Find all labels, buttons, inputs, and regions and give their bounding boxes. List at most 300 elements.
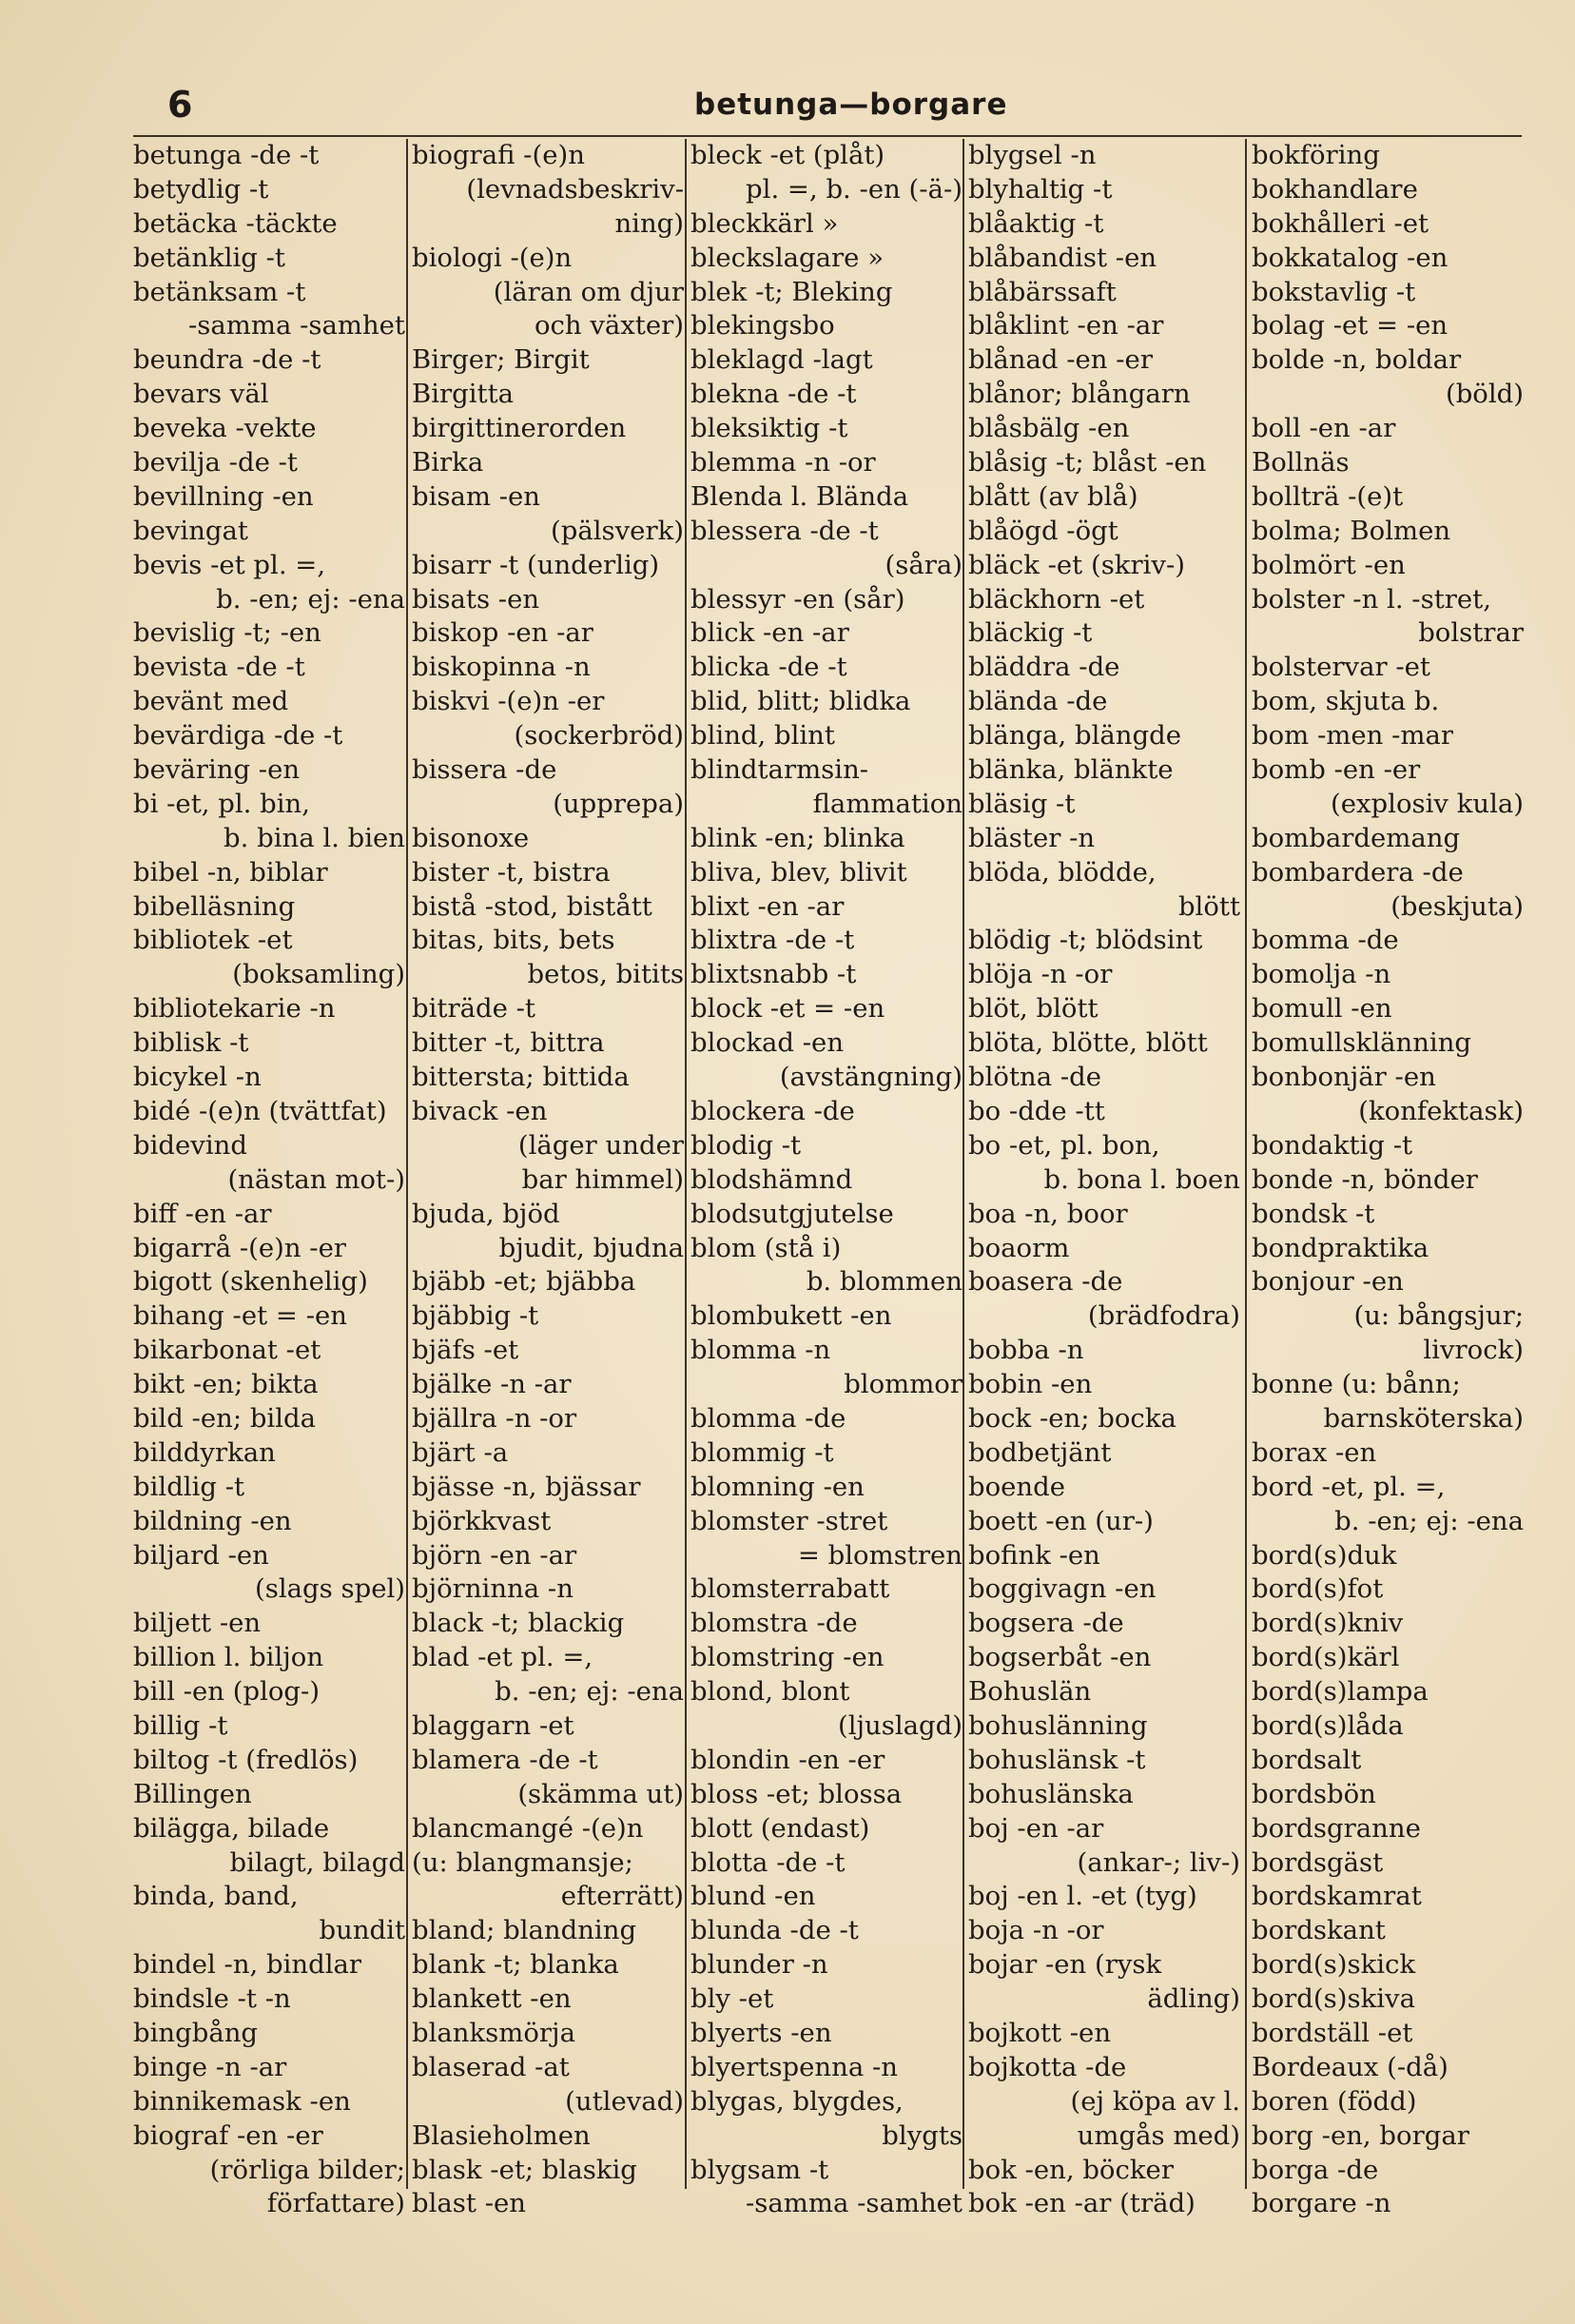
dictionary-entry-line: biljett -en [133,1608,262,1639]
dictionary-entry-line: bomull -en [1252,993,1392,1025]
dictionary-entry-line: betunga -de -t [133,140,320,170]
dictionary-entry-line: blancmangé -(e)n [412,1812,644,1844]
dictionary-entry-line: blom (stå i) [690,1232,842,1263]
dictionary-entry-line: bidevind [133,1129,247,1161]
dictionary-entry-line: blöta, blötte, blött [968,1027,1208,1059]
dictionary-entry-line: bord(s)kärl [1252,1642,1400,1673]
dictionary-entry-line: bogsera -de [968,1608,1124,1639]
dictionary-entry-line: blåögd -ögt [968,515,1118,546]
dictionary-entry-line: (sockerbröd) [514,720,684,752]
dictionary-entry-line: bevilja -de -t [133,447,298,478]
dictionary-entry-line: blekna -de -t [690,379,857,410]
dictionary-entry-line: bibliotekarie -n [133,993,336,1025]
dictionary-entry-line: bildning -en [133,1505,292,1536]
dictionary-entry-line: bofink -en [968,1539,1100,1571]
dictionary-entry-line: blåsbälg -en [968,413,1130,444]
dictionary-entry-line: bilagt, bilagd [229,1846,405,1878]
dictionary-entry-line: blunda -de -t [690,1915,859,1946]
dictionary-entry-line: bombardera -de [1252,856,1464,888]
dictionary-entry-line: blöt, blött [968,993,1099,1025]
dictionary-entry-line: flammation [812,788,962,819]
dictionary-entry-line: blixtsnabb -t [690,959,857,990]
dictionary-entry-line: blott (endast) [690,1812,870,1844]
dictionary-entry-line: blond, blont [690,1676,850,1708]
dictionary-entry-line: blotta -de -t [690,1846,846,1878]
dictionary-entry-line: (slags spel) [254,1573,405,1605]
dictionary-entry-line: bläddra -de [968,652,1120,683]
dictionary-entry-line: ädling) [1147,1983,1240,2015]
dictionary-entry-line: (beskjuta) [1390,890,1524,922]
dictionary-entry-line: billig -t [133,1709,228,1741]
dictionary-entry-line: bleckkärl » [690,207,839,239]
dictionary-entry-line: bundit [319,1915,405,1946]
dictionary-entry-line: billion l. biljon [133,1642,324,1673]
dictionary-entry-line: bo -et, pl. bon, [968,1129,1160,1161]
dictionary-entry-line: borgare -n [1252,2188,1391,2219]
dictionary-entry-line: bilddyrkan [133,1436,276,1468]
dictionary-entry-line: bidé -(e)n (tvättfat) [133,1095,387,1126]
dictionary-entry-line: boett -en (ur-) [968,1505,1154,1536]
dictionary-entry-line: bordskant [1252,1915,1386,1946]
dictionary-entry-line: bevingat [133,515,248,546]
dictionary-entry-line: bill -en (plog-) [133,1676,321,1708]
dictionary-entry-line: black -t; blackig [412,1608,625,1639]
dictionary-entry-line: bevars väl [133,379,269,410]
dictionary-entry-line: Birger; Birgit [412,344,590,376]
dictionary-entry-line: biljard -en [133,1539,269,1571]
dictionary-entry-line: bevislig -t; -en [133,617,321,649]
dictionary-entry-line: bibelläsning [133,890,296,922]
dictionary-entry-line: blåbandist -en [968,242,1157,273]
dictionary-entry-line: bleksiktig -t [690,413,848,444]
dictionary-entry-line: bom, skjuta b. [1252,686,1440,717]
dictionary-entry-line: bojkott -en [968,2017,1112,2048]
dictionary-entry-line: bok -en -ar (träd) [968,2188,1196,2219]
dictionary-entry-line: boj -en -ar [968,1812,1104,1844]
dictionary-entry-line: bolmört -en [1252,549,1406,580]
dictionary-entry-line: bivack -en [412,1095,548,1126]
dictionary-entry-line: bliva, blev, blivit [690,856,907,888]
dictionary-entry-line: Bordeaux (-då) [1252,2051,1449,2082]
dictionary-entry-line: bohuslänsk -t [968,1744,1146,1775]
dictionary-entry-line: bi -et, pl. bin, [133,788,310,819]
dictionary-entry-line: Bohuslän [968,1676,1092,1708]
dictionary-entry-line: bokstavlig -t [1252,276,1416,307]
dictionary-entry-line: biograf -en -er [133,2119,323,2151]
running-head: betunga—borgare [694,88,1008,122]
dictionary-entry-line: bildlig -t [133,1471,245,1502]
dictionary-entry-line: bleckslagare » [690,242,885,273]
dictionary-entry-line: blomning -en [690,1471,865,1502]
dictionary-entry-line: b. blommen [806,1266,962,1298]
dictionary-entry-line: blötna -de [968,1062,1102,1093]
dictionary-entry-line: blessera -de -t [690,515,879,546]
dictionary-entry-line: boasera -de [968,1266,1123,1298]
dictionary-entry-line: -samma -samhet [187,310,405,342]
dictionary-entry-line: (explosiv kula) [1331,788,1524,819]
dictionary-entry-line: blind, blint [690,720,835,752]
dictionary-entry-line: bohuslänning [968,1709,1148,1741]
dictionary-entry-line: biblisk -t [133,1027,249,1059]
dictionary-entry-line: blåklint -en -ar [968,310,1164,342]
dictionary-entry-line: (ljuslagd) [837,1709,962,1741]
dictionary-entry-line: beväring -en [133,754,301,786]
dictionary-entry-line: bokkatalog -en [1252,242,1449,273]
dictionary-entry-line: (böld) [1445,379,1524,410]
dictionary-entry-line: block -et = -en [690,993,885,1025]
dictionary-entry-line: bodbetjänt [968,1436,1112,1468]
dictionary-entry-line: bord(s)låda [1252,1709,1404,1741]
dictionary-entry-line: bobba -n [968,1335,1084,1366]
dictionary-entry-line: blänga, blängde [968,720,1181,752]
dictionary-entry-line: (läger under [517,1129,684,1161]
dictionary-entry-line: (såra) [885,549,962,580]
dictionary-entry-line: blad -et pl. =, [412,1642,593,1673]
dictionary-entry-line: boj -en l. -et (tyg) [968,1881,1197,1912]
dictionary-entry-line: blåbärssaft [968,276,1117,307]
dictionary-entry-line: bomullsklänning [1252,1027,1472,1059]
dictionary-entry-line: (avstängning) [779,1062,962,1093]
dictionary-entry-line: bevillning -en [133,480,314,512]
dictionary-entry-line: blått (av blå) [968,480,1138,512]
column-divider [962,139,964,2189]
dictionary-entry-line: bisarr -t (underlig) [412,549,660,580]
dictionary-entry-line: (utlevad) [565,2085,684,2117]
dictionary-entry-line: blända -de [968,686,1108,717]
column-5 [1252,139,1527,2219]
dictionary-entry-line: bonne (u: bånn; [1252,1369,1461,1400]
dictionary-entry-line: bolma; Bolmen [1252,515,1451,546]
dictionary-entry-line: bord(s)lampa [1252,1676,1429,1708]
dictionary-entry-line: biltog -t (fredlös) [133,1744,359,1775]
dictionary-entry-line: bjäbb -et; bjäbba [412,1266,636,1298]
dictionary-entry-line: blid, blitt; blidka [690,686,911,717]
dictionary-entry-line: blixt -en -ar [690,890,845,922]
dictionary-entry-line: bicykel -n [133,1062,262,1093]
dictionary-entry-line: blodig -t [690,1129,802,1161]
dictionary-entry-line: bomma -de [1252,925,1399,956]
dictionary-entry-line: bord(s)skiva [1252,1983,1415,2015]
dictionary-entry-line: (nästan mot-) [227,1163,405,1195]
dictionary-entry-line: bordskamrat [1252,1881,1422,1912]
dictionary-entry-line: bläsig -t [968,788,1076,819]
dictionary-entry-line: (u: bångsjur; [1353,1300,1524,1332]
dictionary-entry-line: bisonoxe [412,822,530,853]
dictionary-entry-line: blommig -t [690,1436,834,1468]
dictionary-entry-line: bjärt -a [412,1436,509,1468]
dictionary-entry-line: blankett -en [412,1983,572,2015]
dictionary-entry-line: bisats -en [412,583,540,615]
dictionary-entry-line: b. bina l. bien [224,822,405,853]
dictionary-entry-line: efterrätt) [560,1881,684,1912]
dictionary-entry-line: blåsig -t; blåst -en [968,447,1207,478]
dictionary-entry-line: blask -et; blaskig [412,2154,637,2185]
dictionary-entry-line: bland; blandning [412,1915,637,1946]
dictionary-entry-line: blodsutgjutelse [690,1198,894,1229]
dictionary-entry-line: bjässe -n, bjässar [412,1471,641,1502]
dictionary-entry-line: bord(s)fot [1252,1573,1384,1605]
column-4 [968,139,1244,2219]
dictionary-entry-line: bojar -en (rysk [968,1949,1162,1981]
dictionary-entry-line: bly -et [690,1983,774,2015]
dictionary-entry-line: bleklagd -lagt [690,344,873,376]
dictionary-entry-line: boaorm [968,1232,1070,1263]
dictionary-entry-line: blygsel -n [968,140,1097,170]
dictionary-entry-line: blomma -de [690,1402,846,1434]
dictionary-entry-line: blomstra -de [690,1608,858,1639]
dictionary-entry-line: boja -n -or [968,1915,1104,1946]
column-divider [1245,139,1247,2189]
dictionary-entry-line: blockad -en [690,1027,845,1059]
dictionary-entry-line: bevänt med [133,686,289,717]
dictionary-entry-line: bokföring [1252,140,1380,170]
dictionary-entry-line: bevis -et pl. =, [133,549,326,580]
dictionary-entry-line: blyertspenna -n [690,2051,898,2082]
dictionary-entry-line: blink -en; blinka [690,822,905,853]
dictionary-entry-line: bihang -et = -en [133,1300,347,1332]
dictionary-entry-line: binge -n -ar [133,2051,287,2082]
dictionary-entry-line: binnikemask -en [133,2085,351,2117]
dictionary-entry-line: blomma -n [690,1335,831,1366]
dictionary-entry-line: bindel -n, bindlar [133,1949,362,1981]
dictionary-entry-line: blomstring -en [690,1642,885,1673]
dictionary-entry-line: -samma -samhet [745,2188,962,2219]
dictionary-entry-line: Bollnäs [1252,447,1350,478]
dictionary-entry-line: bokhålleri -et [1252,207,1429,239]
dictionary-entry-line: (levnadsbeskriv- [466,173,684,205]
dictionary-entry-line: bordsgranne [1252,1812,1421,1844]
dictionary-entry-line: bojkotta -de [968,2051,1127,2082]
dictionary-entry-line: borax -en [1252,1436,1377,1468]
dictionary-entry-line: bigott (skenhelig) [133,1266,368,1298]
dictionary-entry-line: birgittinerorden [412,413,627,444]
dictionary-entry-line: blast -en [412,2188,526,2219]
dictionary-entry-line: blank -t; blanka [412,1949,619,1981]
dictionary-entry-line: (skämma ut) [517,1778,684,1809]
dictionary-entry-line: biträde -t [412,993,535,1025]
dictionary-entry-line: blicka -de -t [690,652,847,683]
column-divider [406,139,408,2189]
dictionary-entry-line: bomolja -n [1252,959,1391,990]
dictionary-entry-line: författare) [266,2188,405,2219]
dictionary-entry-line: biskvi -(e)n -er [412,686,605,717]
dictionary-entry-line: blaggarn -et [412,1709,574,1741]
dictionary-entry-line: bord(s)duk [1252,1539,1397,1571]
dictionary-entry-line: bister -t, bistra [412,856,611,888]
column-3 [690,139,966,2219]
dictionary-entry-line: bolstrar [1418,617,1524,649]
column-1 [133,139,409,2219]
dictionary-entry-line: blombukett -en [690,1300,892,1332]
dictionary-entry-line: bogserbåt -en [968,1642,1152,1673]
dictionary-entry-line: (upprepa) [553,788,684,819]
dictionary-entry-line: b. -en; ej: -ena [495,1676,684,1708]
dictionary-entry-line: pl. =, b. -en (-ä-) [746,173,962,205]
dictionary-entry-line: (ankar-; liv-) [1077,1846,1240,1878]
dictionary-entry-line: bläckhorn -et [968,583,1145,615]
dictionary-entry-line: (konfektask) [1358,1095,1524,1126]
dictionary-entry-line: bo -dde -tt [968,1095,1105,1126]
dictionary-entry-line: blåaktig -t [968,207,1104,239]
dictionary-entry-line: bokhandlare [1252,173,1418,205]
dictionary-entry-line: livrock) [1423,1335,1524,1366]
dictionary-entry-line: bondpraktika [1252,1232,1429,1263]
dictionary-entry-line: bordsalt [1252,1744,1362,1775]
dictionary-entry-line: umgås med) [1077,2119,1240,2151]
dictionary-entry-line: bobin -en [968,1369,1093,1400]
dictionary-entry-line: (brädfodra) [1087,1300,1240,1332]
dictionary-entry-line: bombardemang [1252,822,1461,853]
dictionary-entry-line: bläckig -t [968,617,1093,649]
dictionary-entry-line: bild -en; bilda [133,1402,317,1434]
dictionary-entry-line: blindtarmsin- [690,754,869,786]
dictionary-entry-line: bar himmel) [521,1163,684,1195]
dictionary-entry-line: och växter) [534,310,684,342]
dictionary-entry-line: betydlig -t [133,173,269,205]
dictionary-entry-line: (boksamling) [232,959,405,990]
dictionary-entry-line: bissera -de [412,754,557,786]
dictionary-entry-line: (ej köpa av l. [1070,2085,1240,2117]
column-2 [412,139,688,2219]
dictionary-entry-line: bindsle -t -n [133,1983,291,2015]
dictionary-entry-line: b. bona l. boen [1043,1163,1240,1195]
dictionary-entry-line: blommor [844,1369,962,1400]
dictionary-entry-line: Blenda l. Blända [690,480,909,512]
dictionary-entry-line: bläck -et (skriv-) [968,549,1185,580]
dictionary-entry-line: blånor; blångarn [968,379,1191,410]
dictionary-entry-line: bonjour -en [1252,1266,1404,1298]
dictionary-entry-line: bondsk -t [1252,1198,1375,1229]
dictionary-entry-line: b. -en; ej: -ena [216,583,405,615]
dictionary-entry-line: bilägga, bilade [133,1812,330,1844]
dictionary-entry-line: barnsköterska) [1323,1402,1524,1434]
dictionary-entry-line: beveka -vekte [133,413,317,444]
dictionary-entry-line: biologi -(e)n [412,242,573,273]
dictionary-entry-line: blodshämnd [690,1163,853,1195]
dictionary-entry-line: bord -et, pl. =, [1252,1471,1446,1502]
dictionary-entry-line: bock -en; bocka [968,1402,1176,1434]
dictionary-entry-line: bitter -t, bittra [412,1027,605,1059]
dictionary-entry-line: blödig -t; blödsint [968,925,1203,956]
dictionary-entry-line: bjudit, bjudna [498,1232,684,1263]
dictionary-entry-line: bevista -de -t [133,652,305,683]
dictionary-entry-line: bonde -n, bönder [1252,1163,1478,1195]
dictionary-entry-line: bordsgäst [1252,1846,1384,1878]
dictionary-entry-line: bjälke -n -ar [412,1369,572,1400]
dictionary-entry-line: ning) [614,207,684,239]
dictionary-entry-line: bingbång [133,2017,259,2048]
dictionary-entry-line: (rörliga bilder; [209,2154,405,2185]
dictionary-entry-line: bord(s)kniv [1252,1608,1404,1639]
dictionary-entry-line: blekingsbo [690,310,835,342]
dictionary-entry-line: bjäfs -et [412,1335,519,1366]
dictionary-entry-line: betänksam -t [133,276,306,307]
dictionary-entry-line: bitas, bits, bets [412,925,615,956]
dictionary-entry-line: boll -en -ar [1252,413,1396,444]
dictionary-entry-line: beundra -de -t [133,344,321,376]
dictionary-entry-line: bigarrå -(e)n -er [133,1232,347,1263]
dictionary-entry-line: borga -de [1252,2154,1379,2185]
dictionary-entry-line: blomsterrabatt [690,1573,890,1605]
dictionary-entry-line: blek -t; Bleking [690,276,893,307]
dictionary-entry-line: blänka, blänkte [968,754,1174,786]
dictionary-entry-line: blöja -n -or [968,959,1113,990]
dictionary-entry-line: bleck -et (plåt) [690,140,885,170]
dictionary-entry-line: björkkvast [412,1505,552,1536]
dictionary-entry-line: binda, band, [133,1881,299,1912]
dictionary-entry-line: blamera -de -t [412,1744,598,1775]
dictionary-entry-line: = blomstren [797,1539,962,1571]
dictionary-entry-line: betäcka -täckte [133,207,338,239]
dictionary-entry-line: bollträ -(e)t [1252,480,1404,512]
dictionary-entry-line: bondaktig -t [1252,1129,1413,1161]
dictionary-entry-line: bittersta; bittida [412,1062,630,1093]
dictionary-entry-line: betos, bitits [527,959,684,990]
dictionary-entry-line: biskop -en -ar [412,617,593,649]
dictionary-entry-line: Blasieholmen [412,2119,591,2151]
header-rule [133,135,1522,137]
dictionary-entry-line: bikt -en; bikta [133,1369,319,1400]
dictionary-entry-line: bordsbön [1252,1778,1376,1809]
dictionary-entry-line: boende [968,1471,1066,1502]
dictionary-entry-line: bibel -n, biblar [133,856,328,888]
dictionary-entry-line: bordställ -et [1252,2017,1413,2048]
dictionary-entry-line: bjuda, bjöd [412,1198,560,1229]
dictionary-entry-line: blöda, blödde, [968,856,1157,888]
dictionary-entry-line: blunder -n [690,1949,828,1981]
dictionary-entry-line: (pälsverk) [551,515,684,546]
dictionary-entry-line: blemma -n -or [690,447,876,478]
dictionary-entry-line: (u: blangmansje; [412,1846,633,1878]
dictionary-entry-line: blomster -stret [690,1505,888,1536]
dictionary-entry-line: (läran om djur [493,276,684,307]
dictionary-entry-line: blaserad -at [412,2051,570,2082]
dictionary-entry-line: bikarbonat -et [133,1335,321,1366]
dictionary-entry-line: blånad -en -er [968,344,1153,376]
dictionary-entry-line: borg -en, borgar [1252,2119,1469,2151]
dictionary-entry-line: bibliotek -et [133,925,293,956]
dictionary-entry-line: bistå -stod, bistått [412,890,652,922]
dictionary-entry-line: bonbonjär -en [1252,1062,1436,1093]
dictionary-entry-line: bolde -n, boldar [1252,344,1462,376]
dictionary-entry-line: bom -men -mar [1252,720,1453,752]
dictionary-entry-line: blygts [882,2119,962,2151]
dictionary-entry-line: bloss -et; blossa [690,1778,903,1809]
dictionary-entry-line: bohuslänska [968,1778,1134,1809]
dictionary-entry-line: Billingen [133,1778,252,1809]
dictionary-entry-line: blyerts -en [690,2017,832,2048]
dictionary-entry-line: bjällra -n -or [412,1402,577,1434]
dictionary-entry-line: biografi -(e)n [412,140,585,170]
dictionary-entry-line: b. -en; ej: -ena [1334,1505,1524,1536]
dictionary-entry-line: blygas, blygdes, [690,2085,904,2117]
dictionary-entry-line: Birka [412,447,484,478]
dictionary-entry-line: boren (född) [1252,2085,1417,2117]
dictionary-entry-line: boa -n, boor [968,1198,1128,1229]
dictionary-entry-line: bisam -en [412,480,541,512]
dictionary-entry-line: björninna -n [412,1573,574,1605]
dictionary-entry-line: blund -en [690,1881,816,1912]
dictionary-entry-line: blött [1177,890,1240,922]
dictionary-entry-line: biff -en -ar [133,1198,272,1229]
dictionary-entry-line: boggivagn -en [968,1573,1157,1605]
dictionary-entry-line: bolag -et = -en [1252,310,1449,342]
dictionary-entry-line: blick -en -ar [690,617,849,649]
dictionary-entry-line: bord(s)skick [1252,1949,1416,1981]
dictionary-entry-line: bjäbbig -t [412,1300,539,1332]
dictionary-entry-line: björn -en -ar [412,1539,577,1571]
dictionary-entry-line: blanksmörja [412,2017,575,2048]
